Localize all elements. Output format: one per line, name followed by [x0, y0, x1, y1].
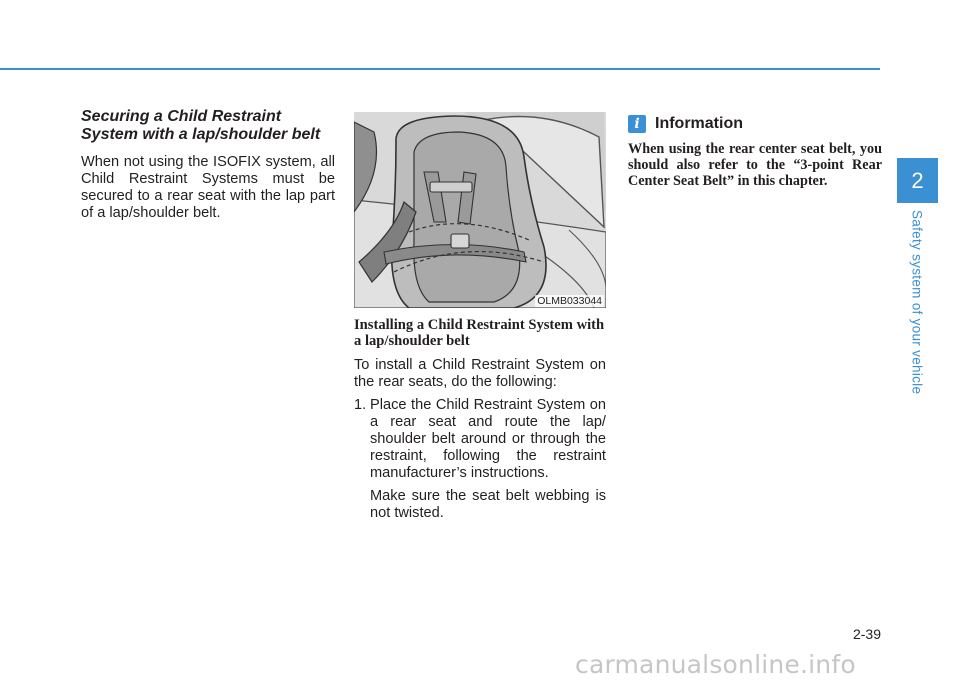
chapter-number-tab: 2: [897, 158, 938, 203]
page-number: 2-39: [852, 626, 881, 642]
middle-column: [354, 112, 606, 522]
subsection-intro: To install a Child Restraint System on the rear seats, do the following:: [354, 357, 606, 390]
information-box: [628, 112, 882, 189]
information-header: [628, 115, 882, 133]
child-seat-drawing: [354, 112, 606, 308]
left-column: [81, 108, 335, 222]
step-body: [370, 397, 606, 522]
subsection-title: Installing a Child Restraint System with a lap/shoulder belt: [354, 317, 605, 349]
information-title: Information: [655, 115, 743, 132]
section-body: When not using the ISOFIX system, all Child Restraint Systems must be secured to a rear seat with the lap part of a lap/shoulder belt.: [81, 154, 335, 221]
information-body: When using the rear center seat belt, you should also refer to the “3-point Rear Center Seat Belt” in this chapter.: [628, 141, 882, 189]
instruction-step: [354, 397, 606, 522]
step-note: Make sure the seat belt webbing is not twisted.: [370, 488, 606, 521]
step-number: 1.: [354, 397, 367, 413]
figure-caption: OLMB033044: [537, 295, 602, 307]
child-seat-illustration: [354, 112, 606, 308]
watermark: carmanualsonline.info: [575, 650, 856, 679]
section-title: Securing a Child Restraint System with a lap/shoulder belt: [81, 108, 321, 143]
header-rule: [0, 68, 880, 70]
step-text: Place the Child Restraint System on a rear seat and route the lap/ shoulder belt around or through the restraint, following the restraint manufacturer’s instructions.: [370, 397, 606, 481]
info-icon: i: [628, 115, 646, 133]
chapter-label: Safety system of your vehicle: [909, 210, 925, 395]
